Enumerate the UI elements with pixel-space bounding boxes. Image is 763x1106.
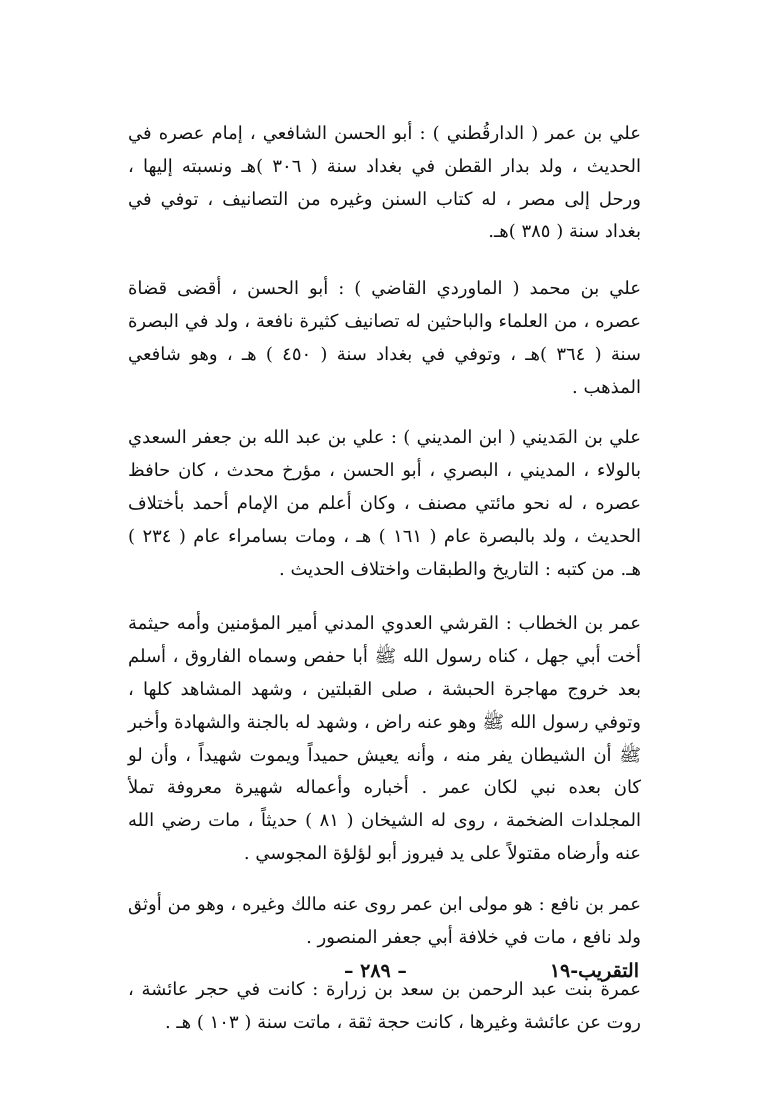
section-signature: التقريب-١٩ [549, 960, 639, 982]
page-footer [126, 960, 639, 990]
entry-ali-ibn-al-madini: علي بن المَديني ( ابن المديني ) : علي بن عبد الله بن جعفر السعدي بالولاء ، المديني ، البصري ، أبو الحسن ، مؤرخ محدث ، كان حافظ عصره ، له نحو مائتي مصنف ، وكان أعلم من الإمام أحمد بأختلاف الحديث ، ولد بالبصرة عام ( ١٦١ ) هـ ، ومات بسامراء عام ( ٢٣٤ ) هـ. من كتبه : التاريخ والطبقات واختلاف الحديث . [128, 427, 641, 580]
entry-ali-ibn-muhammad-mawardi: علي بن محمد ( الماوردي القاضي ) : أبو الحسن ، أقضى قضاة عصره ، من العلماء والباحثين له تصانيف كثيرة نافعة ، ولد في البصرة سنة ( ٣٦٤ )هـ ، وتوفي في بغداد سنة ( ٤٥٠ ) هـ ، وهو شافعي المذهب . [128, 278, 642, 398]
biographies-list [128, 118, 641, 1040]
entry-ali-ibn-umar-daraqutni: علي بن عمر ( الدارقُطني ) : أبو الحسن الشافعي ، إمام عصره في الحديث ، ولد بدار القطن في بغداد سنة ( ٣٠٦ )هـ ونسبته إليها ، ورحل إلى مصر ، له كتاب السنن وغيره من التصانيف ، توفي في بغداد سنة ( ٣٨٥ )هـ. [128, 123, 641, 243]
entry-umar-ibn-nafi: عمر بن نافع : هو مولى ابن عمر روى عنه مالك وغيره ، وهو من أوثق ولد نافع ، مات في خلافة أبي جعفر المنصور . [128, 893, 641, 948]
entry-amra-bint-abd-al-rahman: عمرة بنت عبد الرحمن بن سعد بن زرارة : كانت في حجر عائشة ، روت عن عائشة وغيرها ، كانت حجة ثقة ، ماتت سنة ( ١٠٣ ) هـ . [128, 979, 641, 1034]
entry-umar-ibn-al-khattab: عمر بن الخطاب : القرشي العدوي المدني أمير المؤمنين وأمه حيثمة أخت أبي جهل ، كناه رسول الله ﷺ أبا حفص وسماه الفاروق ، أسلم بعد خروج مهاجرة الحبشة ، صلى القبلتين ، وشهد المشاهد كلها ، وتوفي رسول الله ﷺ وهو عنه راض ، وشهد له بالجنة والشهادة وأخبر ﷺ أن الشيطان يفر منه ، وأنه يعيش حميداً ويموت شهيداً ، وأن لو كان بعده نبي لكان عمر . أخباره وأعماله شهيرة معروفة تملأ المجلدات الضخمة ، روى له الشيخان ( ٨١ ) حديثاً ، مات رضي الله عنه وأرضاه مقتولاً على يد فيروز أبو لؤلؤة المجوسي . [128, 613, 641, 864]
page-number: – ٢٨٩ – [344, 960, 407, 982]
